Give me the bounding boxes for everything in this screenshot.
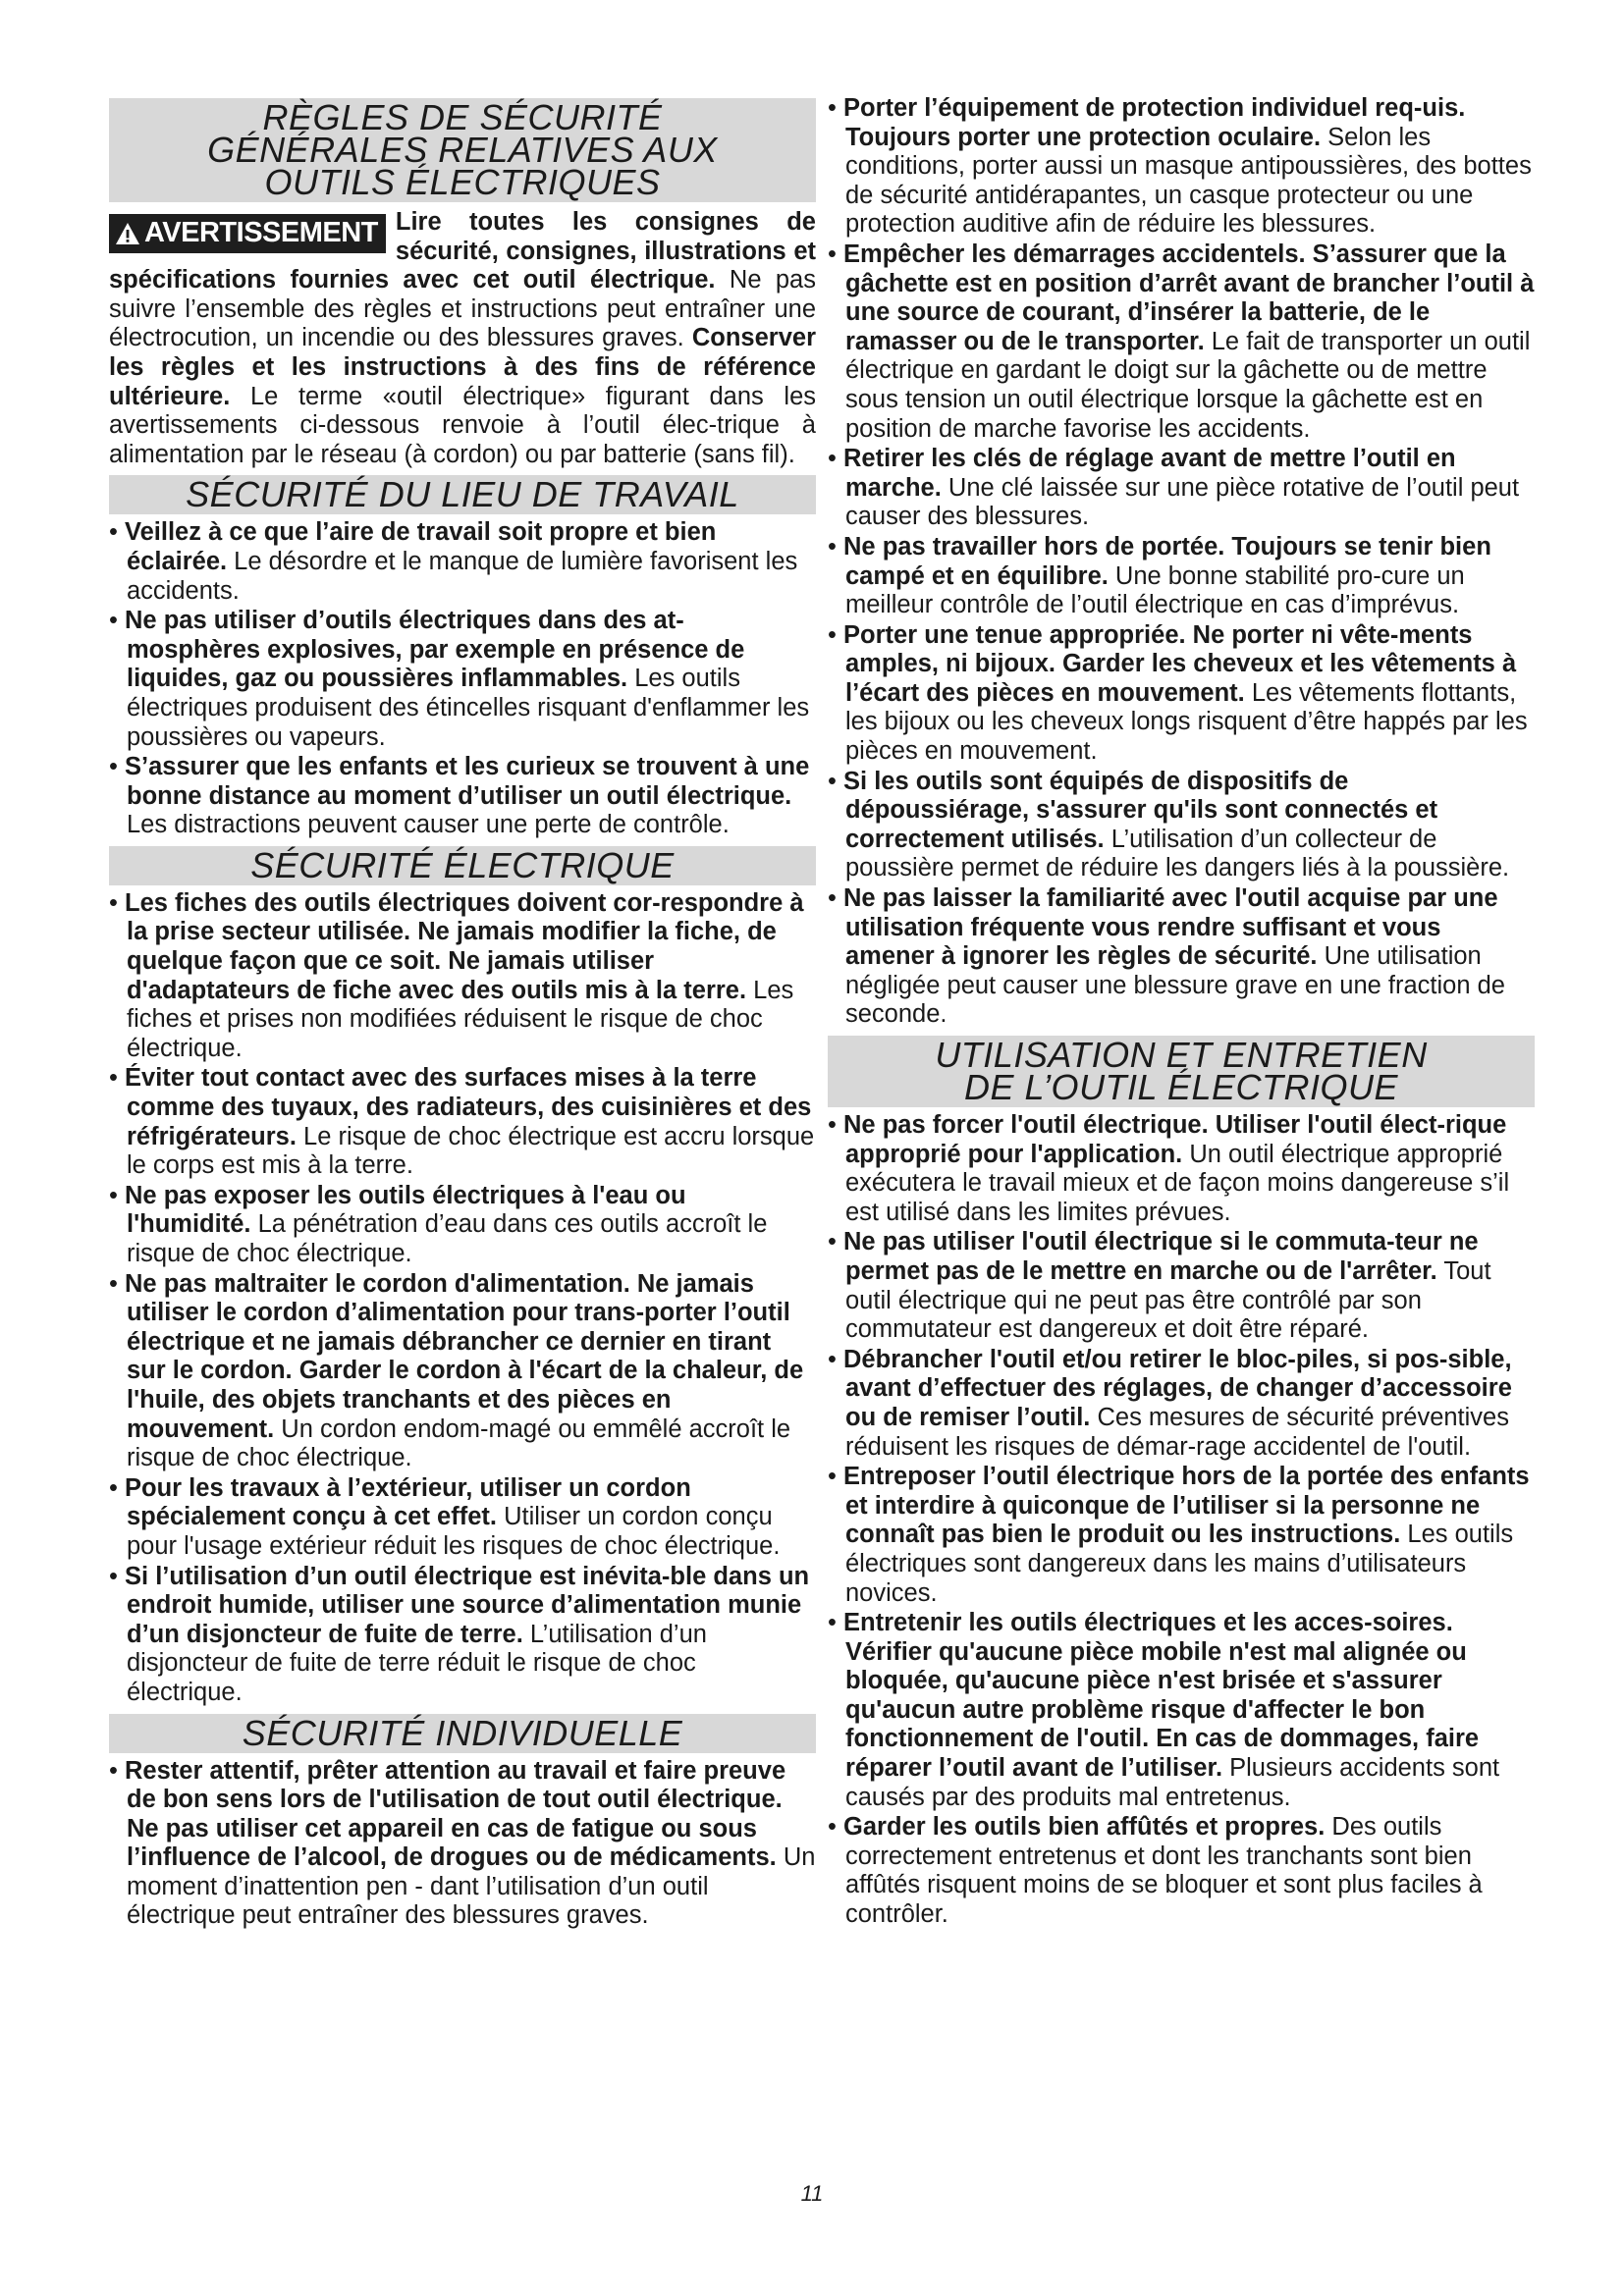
item-text: Ces mesures de sécurité préventives réduisent les risques de démar-rage accidentel de l'outil. [845,1403,1509,1461]
item-text: La pénétration d’eau dans ces outils accroît le risque de choc électrique. [127,1210,768,1267]
heading-line: DE L’OUTIL ÉLECTRIQUE [964,1067,1398,1107]
list-item: • Garder les outils bien affûtés et propres. Des outils correctement entretenus et dont les tranchants sont bien affûtés risquent moins de se bloquer et sont plus faciles à contrôler. [828,1813,1483,1929]
item-text: Le désordre et le manque de lumière favorisent les accidents. [127,547,798,605]
item-text: Le risque de choc électrique est accru lorsque le corps est mis à la terre. [127,1122,815,1180]
item-bold: Entreposer l’outil électrique hors de la portée des enfants et interdire à quiconque de l’utiliser si la personne ne connaît pas bien le produit ou les instructions. [843,1463,1530,1549]
item-text: Les distractions peuvent causer une perte de contrôle. [127,811,730,839]
item-bold: Débrancher l'outil et/ou retirer le bloc-piles, si pos-sible, avant d’effectuer des réglages, de changer d’accessoire ou de remiser l’outil. [843,1345,1512,1431]
general-safety-heading [109,98,816,202]
maintenance-heading [828,1036,1535,1107]
item-bold: Ne pas exposer les outils électriques à l'eau ou l'humidité. [125,1181,686,1239]
list-item: • S’assurer que les enfants et les curieux se trouvent à une bonne distance au moment d’utiliser un outil électrique. Les distractions peuvent causer une perte de contrôle. [109,753,810,839]
item-text: L’utilisation d’un disjoncteur de fuite de terre réduit le risque de choc électrique. [127,1620,707,1706]
list-item: • Veillez à ce que l’aire de travail soit propre et bien éclairée. Le désordre et le manque de lumière favorisent les accidents. [109,518,798,605]
item-text: Les outils électriques produisent des étincelles risquant d'enflammer les poussières ou vapeurs. [127,665,810,751]
list-item: • Si l’utilisation d’un outil électrique est inévita-ble dans un endroit humide, utiliser une source d’alimentation munie d’un disjoncteur de fuite de terre. L’utilisation d’un disjoncteur de fuite de terre réduit le risque de choc électrique. [109,1562,810,1706]
item-text: Les fiches et prises non modifiées réduisent le risque de choc électrique. [127,976,794,1062]
list-item: • Ne pas utiliser l'outil électrique si le commuta-teur ne permet pas de le mettre en marche ou de l'arrêter. Tout outil électrique qui ne peut pas être contrôlé par son commutateur est dangereux et doit être réparé. [828,1228,1491,1344]
list-item: • Ne pas exposer les outils électriques à l'eau ou l'humidité. La pénétration d’eau dans ces outils accroît le risque de choc électrique. [109,1181,768,1267]
list-item: • Ne pas travailler hors de portée. Toujours se tenir bien campé et en équilibre. Une bonne stabilité pro-cure un meilleur contrôle de l’outil électrique en cas d’imprévus. [828,532,1491,619]
item-bold: Empêcher les démarrages accidentels. S’assurer que la gâchette est en position d’arrêt avant de brancher l’outil à une source de courant, d’insérer la batterie, de le ramasser ou de le transporter. [843,240,1535,355]
warning-badge [109,214,386,253]
warning-triangle-icon [115,222,140,245]
personal-safety-heading [109,1714,816,1753]
intro-text-2: Le terme «outil électrique» figurant dans les avertissements ci-dessous renvoie à l’outil élec-trique à alimentation par le réseau (à cordon) ou par batterie (sans fil). [109,382,816,468]
item-bold: Rester attentif, prêter attention au travail et faire preuve de bon sens lors de l'utilisation de tout outil électrique. Ne pas utiliser cet appareil en cas de fatigue ou sous l’influence de l’alcool, de drogues ou de médicaments. [125,1756,786,1872]
list-item: • Entreposer l’outil électrique hors de la portée des enfants et interdire à quiconque de l’utiliser si la personne ne connaît pas bien le produit ou les instructions. Les outils électriques sont dangereux dans les mains d’utilisateurs novices. [828,1463,1530,1607]
intro-bold: Lire toutes les consignes de sécurité, consignes, illustrations et spécifications fournies avec cet outil électrique. [109,208,816,294]
list-item: • Porter l’équipement de protection individuel req-uis. Toujours porter une protection oculaire. Selon les conditions, porter aussi un masque antipoussières, des bottes de sécurité antidérapantes, un casque protecteur ou une protection auditive afin de réduire les blessures. [828,94,1532,239]
list-item: • Éviter tout contact avec des surfaces mises à la terre comme des tuyaux, des radiateurs, des cuisinières et des réfrigérateurs. Le risque de choc électrique est accru lorsque le corps est mis à la terre. [109,1064,815,1180]
list-item: • Empêcher les démarrages accidentels. S’assurer que la gâchette est en position d’arrêt avant de brancher l’outil à une source de courant, d’insérer la batterie, de le ramasser ou de le transporter. Le fait de transporter un outil électrique en gardant le doigt sur la gâchette ou de mettre sous tension un outil électrique lorsque la gâchette est en position de marche favorise les accidents. [828,240,1535,443]
item-text: Utiliser un cordon conçu pour l'usage extérieur réduit les risques de choc électrique. [127,1503,781,1560]
page-number: 11 [800,2181,824,2206]
item-bold: Veillez à ce que l’aire de travail soit propre et bien éclairée. [125,518,717,575]
item-text: Plusieurs accidents sont causés par des produits mal entretenus. [845,1754,1500,1811]
item-text: Des outils correctement entretenus et dont les tranchants sont bien affûtés risquent moins de se bloquer et sont plus faciles à contrôler. [845,1813,1483,1929]
right-column [828,94,1535,1931]
heading-line: SÉCURITÉ ÉLECTRIQUE [250,844,675,885]
list-item: • Ne pas forcer l'outil électrique. Utiliser l'outil élect-rique approprié pour l'application. Un outil électrique approprié exécutera le travail mieux et de façon moins dangereuse s’il est utilisé dans les limites prévues. [828,1111,1510,1226]
workplace-safety-heading [109,475,816,514]
list-item: • Porter une tenue appropriée. Ne porter ni vête-ments amples, ni bijoux. Garder les cheveux et les vêtements à l’écart des pièces en mouvement. Les vêtements flottants, les bijoux ou les cheveux longs risquent d’être happés par les pièces en mouvement. [828,620,1528,766]
item-text: Le fait de transporter un outil électrique en gardant le doigt sur la gâchette ou de mettre sous tension un outil électrique lorsque la gâchette est en position de marche favorise les accidents. [845,327,1531,443]
item-text: Un cordon endom-magé ou emmêlé accroît le risque de choc électrique. [127,1415,791,1472]
item-bold: Entretenir les outils électriques et les acces-soires. Vérifier qu'aucune pièce mobile n'est mal alignée ou bloquée, qu'aucune pièce n'est brisée et s'assurer qu'aucun autre problème risque d'affecter le bon fonctionnement de l'outil. En cas de dommages, faire réparer l’outil avant de l’utiliser. [843,1609,1480,1783]
item-text: Une clé laissée sur une pièce rotative de l’outil peut causer des blessures. [845,473,1520,531]
item-text: Un moment d’inattention pen - dant l’utilisation d’un outil électrique peut entraîner des blessures graves. [127,1843,816,1930]
heading-line: OUTILS ÉLECTRIQUES [264,162,661,202]
item-bold: Les fiches des outils électriques doivent cor-respondre à la prise secteur utilisée. Ne jamais modifier la fiche, de quelque façon que ce soit. Ne jamais utiliser d'adaptateurs de fiche avec des outils mis à la terre. [125,888,804,1004]
item-text: Selon les conditions, porter aussi un masque antipoussières, des bottes de sécurité antidérapantes, un casque protecteur ou une protection auditive afin de réduire les blessures. [845,123,1532,239]
intro-bold-2: Conserver les règles et les instructions à des fins de référence ultérieure. [109,324,816,410]
item-bold: Porter l’équipement de protection individuel req-uis. Toujours porter une protection oculaire. [843,94,1466,151]
list-item: • Si les outils sont équipés de dispositifs de dépoussiérage, s'assurer qu'ils sont connectés et correctement utilisés. L’utilisation d’un collecteur de poussière permet de réduire les dangers liés à la poussière. [828,767,1510,882]
item-bold: Ne pas laisser la familiarité avec l'outil acquise par une utilisation fréquente vous rendre suffisant et vous amener à ignorer les règles de sécurité. [843,884,1498,971]
general-warning-paragraph [109,208,816,469]
item-bold: Ne pas utiliser d’outils électriques dans des at-mosphères explosives, par exemple en présence de liquides, gaz ou poussières inflammables. [125,607,745,693]
list-item: • Retirer les clés de réglage avant de mettre l’outil en marche. Une clé laissée sur une pièce rotative de l’outil peut causer des blessures. [828,445,1520,531]
list-item: • Ne pas utiliser d’outils électriques dans des at-mosphères explosives, par exemple en présence de liquides, gaz ou poussières inflammables. Les outils électriques produisent des étincelles risquant d'enflammer les poussières ou vapeurs. [109,607,810,751]
item-text: Une bonne stabilité pro-cure un meilleur contrôle de l’outil électrique en cas d’imprévus. [845,561,1465,619]
left-column [109,94,816,1932]
intro-text: Ne pas suivre l’ensemble des règles et instructions peut entraîner une électrocution, un incendie ou des blessures graves. [109,266,816,352]
item-text: Tout outil électrique qui ne peut pas être contrôlé par son commutateur est dangereux et doit être réparé. [845,1256,1491,1344]
warning-label: AVERTISSEMENT [144,217,378,249]
item-bold: Pour les travaux à l’extérieur, utiliser un cordon spécialement conçu à cet effet. [125,1473,691,1531]
item-text: Les vêtements flottants, les bijoux ou les cheveux longs risquent d’être happés par les pièces en mouvement. [845,678,1528,766]
item-text: Les outils électriques sont dangereux dans les mains d’utilisateurs novices. [845,1521,1514,1607]
item-bold: Ne pas forcer l'outil électrique. Utiliser l'outil élect-rique approprié pour l'application. [843,1111,1507,1168]
list-item: • Entretenir les outils électriques et les acces-soires. Vérifier qu'aucune pièce mobile n'est mal alignée ou bloquée, qu'aucune pièce n'est brisée et s'assurer qu'aucun autre problème risque d'affecter le bon fonctionnement de l'outil. En cas de dommages, faire réparer l’outil avant de l’utiliser. Plusieurs accidents sont causés par des produits mal entretenus. [828,1609,1500,1811]
item-bold: Ne pas travailler hors de portée. Toujours se tenir bien campé et en équilibre. [843,532,1491,590]
heading-line: SÉCURITÉ INDIVIDUELLE [242,1712,683,1753]
heading-line: RÈGLES DE SÉCURITÉ [262,97,663,137]
list-item: • Rester attentif, prêter attention au travail et faire preuve de bon sens lors de l'utilisation de tout outil électrique. Ne pas utiliser cet appareil en cas de fatigue ou sous l’influence de l’alcool, de drogues ou de médicaments. Un moment d’inattention pen - dant l’utilisation d’un outil électrique peut entraîner des blessures graves. [109,1756,816,1930]
item-text: L’utilisation d’un collecteur de poussière permet de réduire les dangers liés à la poussière. [845,825,1510,882]
item-text: Un outil électrique approprié exécutera le travail mieux et de façon moins dangereuse s’il est utilisé dans les limites prévues. [845,1140,1510,1226]
list-item: • Les fiches des outils électriques doivent cor-respondre à la prise secteur utilisée. Ne jamais modifier la fiche, de quelque façon que ce soit. Ne jamais utiliser d'adaptateurs de fiche avec des outils mis à la terre. Les fiches et prises non modifiées réduisent le risque de choc électrique. [109,888,804,1062]
item-bold: Si les outils sont équipés de dispositifs de dépoussiérage, s'assurer qu'ils sont connectés et correctement utilisés. [843,767,1438,853]
electrical-safety-heading [109,846,816,885]
list-item: • Pour les travaux à l’extérieur, utiliser un cordon spécialement conçu à cet effet. Utiliser un cordon conçu pour l'usage extérieur réduit les risques de choc électrique. [109,1473,781,1560]
item-bold: Porter une tenue appropriée. Ne porter ni vête-ments amples, ni bijoux. Garder les cheveux et les vêtements à l’écart des pièces en mouvement. [843,620,1517,707]
list-item: • Ne pas maltraiter le cordon d'alimentation. Ne jamais utiliser le cordon d’alimentation pour trans-porter l’outil électrique et ne jamais débrancher ce dernier en tirant sur le cordon. Garder le cordon à l'écart de la chaleur, de l'huile, des objets tranchants et des pièces en mouvement. Un cordon endom-magé ou emmêlé accroît le risque de choc électrique. [109,1269,804,1472]
list-item: • Débrancher l'outil et/ou retirer le bloc-piles, si pos-sible, avant d’effectuer des réglages, de changer d’accessoire ou de remiser l’outil. Ces mesures de sécurité préventives réduisent les risques de démar-rage accidentel de l'outil. [828,1345,1512,1461]
item-bold: Ne pas maltraiter le cordon d'alimentation. Ne jamais utiliser le cordon d’alimentation pour trans-porter l’outil électrique et ne jamais débrancher ce dernier en tirant sur le cordon. Garder le cordon à l'écart de la chaleur, de l'huile, des objets tranchants et des pièces en mouvement. [125,1269,804,1443]
item-bold: Si l’utilisation d’un outil électrique est inévita-ble dans un endroit humide, utiliser une source d’alimentation munie d’un disjoncteur de fuite de terre. [125,1562,810,1648]
item-bold: Retirer les clés de réglage avant de mettre l’outil en marche. [843,445,1456,502]
item-bold: S’assurer que les enfants et les curieux se trouvent à une bonne distance au moment d’utiliser un outil électrique. [125,753,810,810]
heading-line: GÉNÉRALES RELATIVES AUX [207,130,718,170]
item-bold: Ne pas utiliser l'outil électrique si le commuta-teur ne permet pas de le mettre en marche ou de l'arrêter. [843,1228,1479,1285]
list-item: • Ne pas laisser la familiarité avec l'outil acquise par une utilisation fréquente vous rendre suffisant et vous amener à ignorer les règles de sécurité. Une utilisation négligée peut causer une blessure grave en une fraction de seconde. [828,884,1505,1029]
heading-line: SÉCURITÉ DU LIEU DE TRAVAIL [186,474,739,515]
item-bold: Garder les outils bien affûtés et propres. [843,1813,1326,1842]
heading-line: UTILISATION ET ENTRETIEN [935,1035,1428,1075]
item-text: Une utilisation négligée peut causer une blessure grave en une fraction de seconde. [845,942,1505,1029]
item-bold: Éviter tout contact avec des surfaces mises à la terre comme des tuyaux, des radiateurs, des cuisinières et des réfrigérateurs. [125,1064,812,1150]
